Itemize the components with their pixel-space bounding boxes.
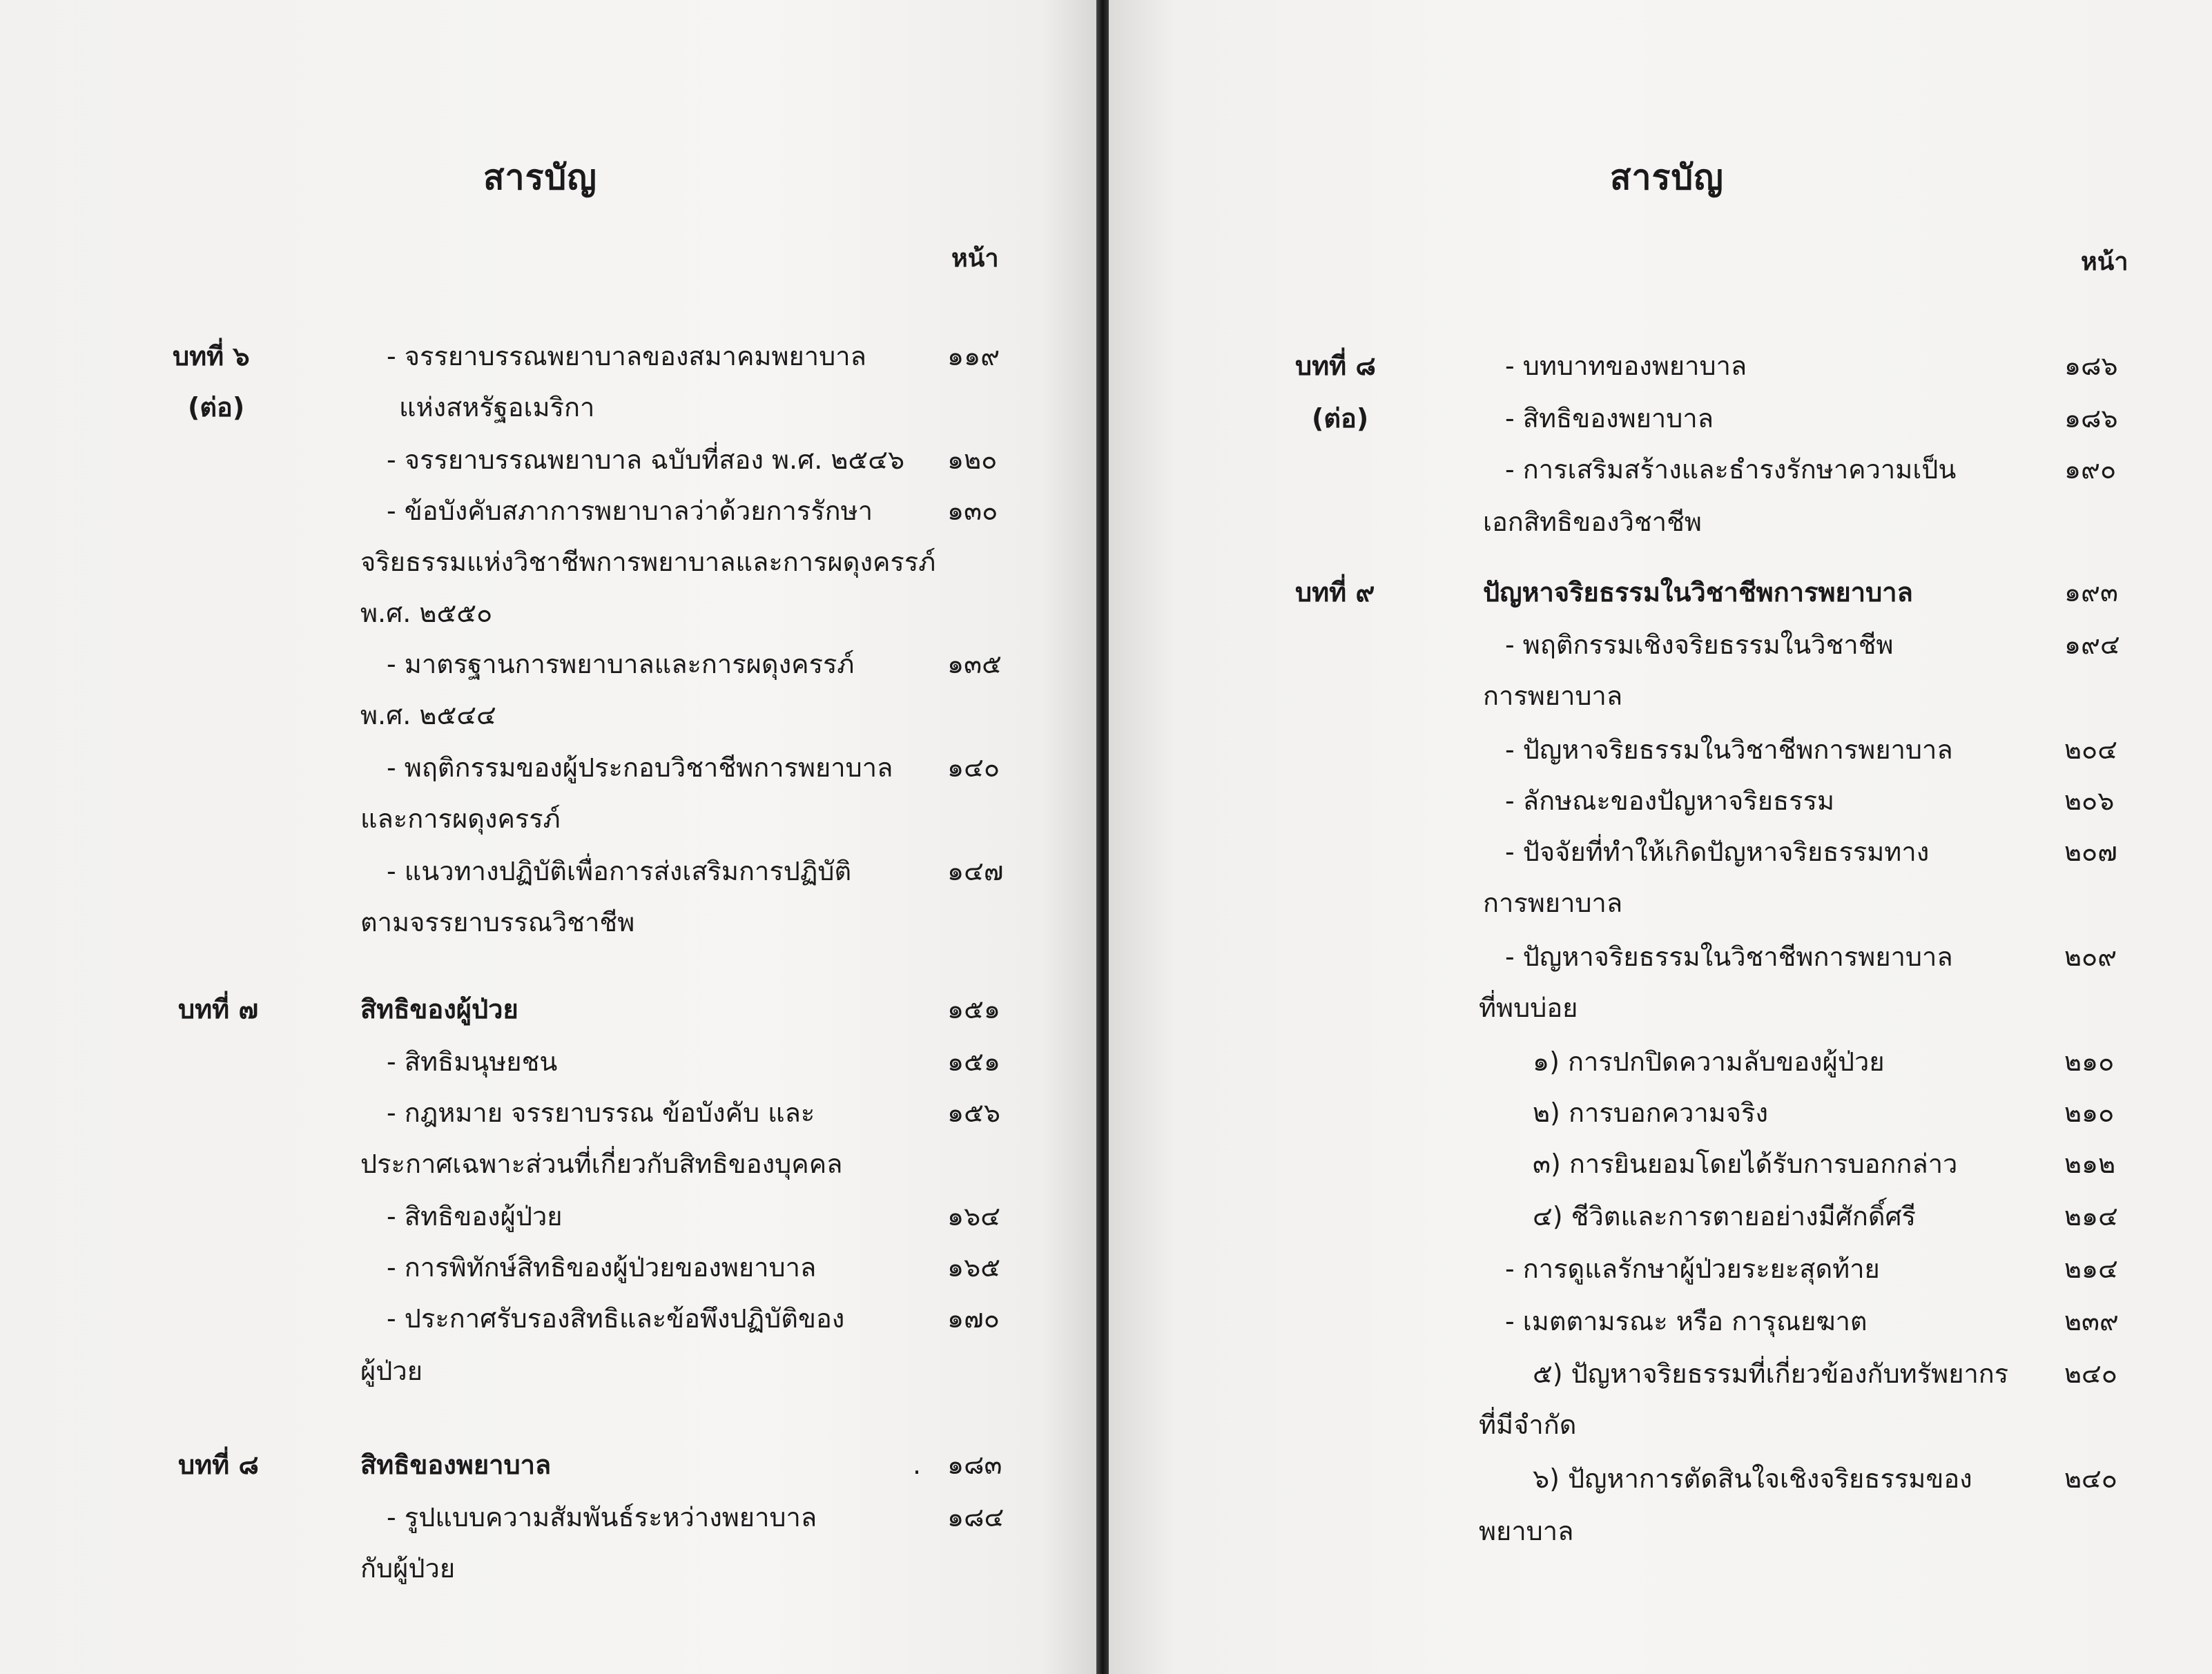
toc-row [0, 1092, 1096, 1136]
toc-row [1109, 987, 2212, 1031]
chapter-label: (ต่อ) [1312, 403, 1369, 434]
toc-row [0, 643, 1096, 688]
page-number: ๑๙๔ [2064, 630, 2120, 660]
toc-row [0, 1143, 1096, 1187]
toc-row [1109, 1353, 2212, 1397]
toc-row [0, 1444, 1096, 1488]
chapter-label: บทที่ ๘ [178, 1450, 259, 1480]
entry-text: การพยาบาล [1483, 681, 1623, 711]
page-number: ๑๘๓ [947, 1450, 1002, 1480]
page-number: ๑๓๕ [947, 649, 1002, 679]
entry-text: ประกาศเฉพาะส่วนที่เกี่ยวกับสิทธิของบุคคล [360, 1149, 843, 1179]
toc-row [0, 1548, 1096, 1592]
entry-text: - ปัญหาจริยธรรมในวิชาชีพการพยาบาล [1505, 734, 1953, 765]
entry-text: ผู้ป่วย [360, 1356, 423, 1386]
page-number: ๑๓๐ [947, 496, 998, 526]
toc-row [0, 747, 1096, 791]
toc-row [0, 989, 1096, 1033]
page-number: ๒๑๔ [2064, 1254, 2118, 1284]
toc-row [1109, 624, 2212, 668]
toc-row [1109, 1196, 2212, 1240]
book-spine [1096, 0, 1109, 1674]
entry-text: - ประกาศรับรองสิทธิและข้อพึงปฏิบัติของ [387, 1303, 845, 1334]
toc-title: สารบัญ [483, 157, 597, 197]
leader-dot: . [913, 1450, 922, 1480]
entry-text: - แนวทางปฏิบัติเพื่อการส่งเสริมการปฏิบัติ [387, 856, 852, 886]
toc-row [1109, 831, 2212, 875]
entry-text: - การดูแลรักษาผู้ป่วยระยะสุดท้าย [1505, 1254, 1880, 1284]
entry-text: - จรรยาบรรณพยาบาลของสมาคมพยาบาล [387, 341, 866, 371]
entry-text: - รูปแบบความสัมพันธ์ระหว่างพยาบาล [387, 1502, 817, 1532]
toc-row [0, 490, 1096, 534]
entry-text: พ.ศ. ๒๕๔๔ [360, 700, 496, 730]
entry-text: - การเสริมสร้างและธำรงรักษาความเป็น [1505, 454, 1957, 485]
toc-row [1109, 1092, 2212, 1136]
entry-text: - สิทธิมนุษยชน [387, 1047, 558, 1077]
entry-text: - การพิทักษ์สิทธิของผู้ป่วยของพยาบาล [387, 1252, 817, 1283]
toc-row [1109, 1404, 2212, 1448]
chapter-label: (ต่อ) [188, 392, 245, 422]
page-number: ๑๕๑ [947, 994, 1001, 1024]
page-number: ๒๓๙ [2064, 1306, 2119, 1336]
toc-row [1109, 501, 2212, 545]
toc-row [0, 1196, 1096, 1240]
toc-row [1109, 1510, 2212, 1555]
page-number: ๒๑๐ [2064, 1098, 2115, 1128]
entry-text: - บทบาทของพยาบาล [1505, 351, 1747, 381]
toc-row [0, 439, 1096, 483]
toc-row [1109, 1301, 2212, 1345]
entry-text: - ลักษณะของปัญหาจริยธรรม [1505, 786, 1835, 816]
entry-text: จริยธรรมแห่งวิชาชีพการพยาบาลและการผดุงครรภ์ [360, 547, 936, 577]
toc-row [1109, 572, 2212, 616]
toc-row [1109, 729, 2212, 773]
entry-text: ๕) ปัญหาจริยธรรมที่เกี่ยวข้องกับทรัพยากร [1533, 1359, 2009, 1389]
page-number: ๒๔๐ [2064, 1463, 2118, 1494]
entry-text: ๒) การบอกความจริง [1533, 1098, 1769, 1128]
toc-row [1109, 345, 2212, 389]
page-number: ๒๑๒ [2064, 1149, 2116, 1179]
page-number: ๑๕๑ [947, 1047, 1001, 1077]
entry-text: - มาตรฐานการพยาบาลและการผดุงครรภ์ [387, 649, 855, 679]
toc-row [1109, 1041, 2212, 1085]
chapter-heading: สิทธิของผู้ป่วย [360, 994, 518, 1024]
entry-text: - พฤติกรรมของผู้ประกอบวิชาชีพการพยาบาล [387, 752, 893, 783]
toc-row [0, 1247, 1096, 1291]
toc-row [0, 798, 1096, 842]
entry-text: - กฎหมาย จรรยาบรรณ ข้อบังคับ และ [387, 1098, 815, 1128]
page-number: ๑๖๔ [947, 1201, 1001, 1232]
entry-text: ที่มีจำกัด [1479, 1410, 1577, 1440]
toc-row [0, 1497, 1096, 1541]
toc-row [0, 1298, 1096, 1342]
toc-row [1109, 936, 2212, 980]
page-number: ๑๑๙ [947, 341, 1000, 371]
entry-text: - สิทธิของพยาบาล [1505, 403, 1714, 434]
entry-text: ๑) การปกปิดความลับของผู้ป่วย [1533, 1047, 1885, 1077]
page-number: ๑๘๔ [947, 1502, 1005, 1532]
entry-text: - สิทธิของผู้ป่วย [387, 1201, 563, 1232]
chapter-heading: สิทธิของพยาบาล [360, 1450, 552, 1480]
entry-text: ๓) การยินยอมโดยได้รับการบอกกล่าว [1533, 1149, 1958, 1179]
page-number: ๑๘๖ [2064, 403, 2118, 434]
page-number: ๑๙๓ [2064, 577, 2118, 607]
chapter-label: บทที่ ๘ [1295, 351, 1376, 381]
chapter-label: บทที่ ๗ [178, 994, 259, 1024]
entry-text: ๔) ชีวิตและการตายอย่างมีศักดิ์ศรี [1533, 1201, 1917, 1232]
entry-text: - เมตตามรณะ หรือ การุณยฆาต [1505, 1306, 1867, 1336]
toc-row [0, 694, 1096, 739]
entry-text: - ปัญหาจริยธรรมในวิชาชีพการพยาบาล [1505, 942, 1953, 972]
toc-row [0, 387, 1096, 431]
right-page [1109, 0, 2212, 1674]
entry-text: การพยาบาล [1483, 888, 1623, 918]
page-number: ๑๘๖ [2064, 351, 2118, 381]
page-number: ๒๐๖ [2064, 786, 2115, 816]
page-number: ๑๒๐ [947, 445, 998, 475]
toc-row [0, 335, 1096, 380]
toc-row [1109, 675, 2212, 719]
page-number: ๒๔๐ [2064, 1359, 2118, 1389]
toc-row [0, 902, 1096, 946]
page-number: ๑๕๖ [947, 1098, 1001, 1128]
entry-text: พ.ศ. ๒๕๕๐ [360, 598, 493, 628]
toc-row [0, 541, 1096, 585]
page-number: ๑๖๕ [947, 1252, 1001, 1283]
entry-text: ๖) ปัญหาการตัดสินใจเชิงจริยธรรมของ [1533, 1463, 1972, 1494]
entry-text: - ข้อบังคับสภาการพยาบาลว่าด้วยการรักษา [387, 496, 873, 526]
page-column-header: หน้า [951, 244, 999, 273]
page-column-header: หน้า [2081, 248, 2128, 276]
toc-row [0, 850, 1096, 895]
toc-title: สารบัญ [1610, 157, 1724, 197]
page-number: ๒๑๔ [2064, 1201, 2118, 1232]
chapter-label: บทที่ ๙ [1295, 577, 1375, 607]
page-number: ๑๔๗ [947, 856, 1004, 886]
page-number: ๑๗๐ [947, 1303, 1000, 1334]
toc-row [0, 592, 1096, 636]
page-number: ๒๑๐ [2064, 1047, 2115, 1077]
toc-row [1109, 1248, 2212, 1292]
toc-row [0, 1041, 1096, 1085]
page-number: ๑๙๐ [2064, 454, 2117, 485]
toc-row [1109, 780, 2212, 824]
chapter-heading: ปัญหาจริยธรรมในวิชาชีพการพยาบาล [1483, 577, 1913, 607]
entry-text: พยาบาล [1479, 1516, 1574, 1546]
entry-text: เอกสิทธิของวิชาชีพ [1483, 507, 1702, 537]
toc-row [1109, 449, 2212, 493]
entry-text: - ปัจจัยที่ทำให้เกิดปัญหาจริยธรรมทาง [1505, 837, 1930, 867]
entry-text: - จรรยาบรรณพยาบาล ฉบับที่สอง พ.ศ. ๒๕๔๖ [387, 445, 905, 475]
page-number: ๒๐๗ [2064, 837, 2117, 867]
left-page [0, 0, 1096, 1674]
entry-text: - พฤติกรรมเชิงจริยธรรมในวิชาชีพ [1505, 630, 1894, 660]
toc-row [0, 1350, 1096, 1394]
entry-text: ที่พบบ่อย [1479, 993, 1578, 1023]
entry-text: และการผดุงครรภ์ [360, 804, 561, 834]
toc-row [1109, 398, 2212, 442]
chapter-label: บทที่ ๖ [173, 341, 250, 371]
page-number: ๒๐๔ [2064, 734, 2118, 765]
toc-row [1109, 1143, 2212, 1187]
entry-text: กับผู้ป่วย [360, 1553, 456, 1584]
toc-row [1109, 1458, 2212, 1502]
toc-row [1109, 882, 2212, 926]
page-number: ๑๔๐ [947, 752, 1000, 783]
entry-text: แห่งสหรัฐอเมริกา [399, 392, 595, 422]
page-number: ๒๐๙ [2064, 942, 2117, 972]
entry-text: ตามจรรยาบรรณวิชาชีพ [360, 907, 635, 937]
